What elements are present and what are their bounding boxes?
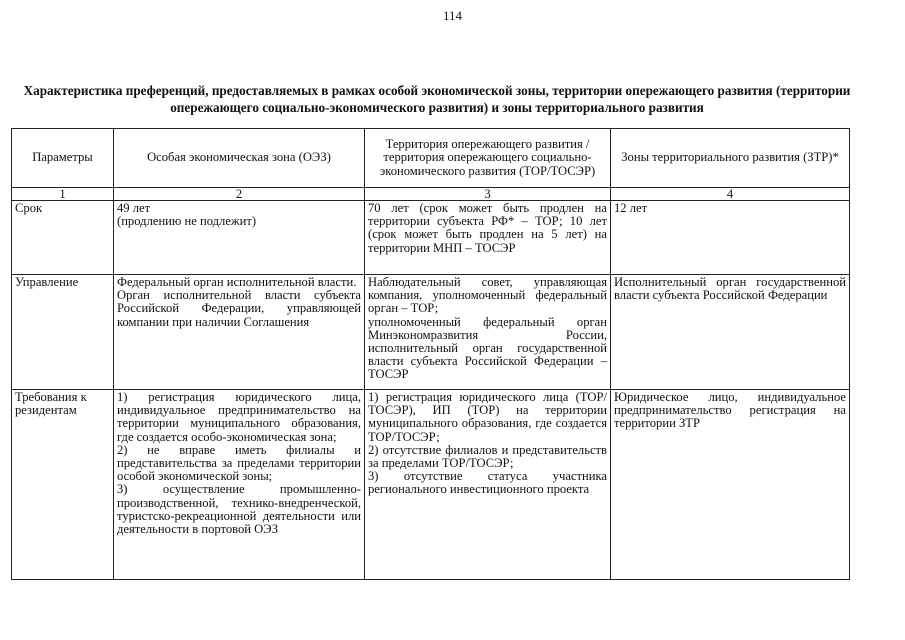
cell-oez: 49 лет (продлению не подлежит) [114,201,365,275]
cell-tor: Наблюдательный совет, управляющая компания, уполномоченный федеральный орган – ТОР; уполномоченный федеральный орган Минэкономразвития России, исполнительный орган государственной власти субъекта Российской Федерации – ТОСЭР [365,275,611,390]
header-ztr: Зоны территориального развития (ЗТР)* [611,129,850,188]
document-title: Характеристика преференций, предоставляемых в рамках особой экономической зоны, территории опережающего развития (территории опережающего социально-экономического развития) и зоны территориального развития [23,83,851,115]
row-parameter: Срок [12,201,114,275]
cell-tor: 1) регистрация юридического лица (ТОР/ТОСЭР), ИП (ТОР) на территории муниципального образования, где создается ТОР/ТОСЭР; 2) отсутствие филиалов и представительств за пределами ТОР/ТОСЭР; 3) отсутствие статуса участника регионального инвестиционного проекта [365,390,611,580]
cell-tor: 70 лет (срок может быть продлен на территории субъекта РФ* – ТОР; 10 лет (срок может быть продлен на 5 лет) на территории МНП – ТОСЭР [365,201,611,275]
page-number: 114 [442,8,463,23]
cell-oez: 1) регистрация юридического лица, индивидуальное предпринимательство на территории муниципального образования, где создается особо-экономическая зона; 2) не вправе иметь филиалы и представительства за пределами территории особой экономической зоны; 3) осуществление промышленно-производственной, технико-внедренческой, туристско-рекреационной деятельности или деятельности в портовой ОЭЗ [114,390,365,580]
table-row [12,275,850,390]
row-parameter: Управление [12,275,114,390]
preferences-table [11,128,850,580]
header-oez: Особая экономическая зона (ОЭЗ) [114,129,365,188]
table-row [12,390,850,580]
column-number: 4 [611,188,850,201]
row-parameter: Требования к резидентам [12,390,114,580]
cell-oez: Федеральный орган исполнительной власти. Орган исполнительной власти субъекта Российской Федерации, управляющей компании при наличии Соглашения [114,275,365,390]
cell-ztr: Юридическое лицо, индивидуальное предпринимательство регистрация на территории ЗТР [611,390,850,580]
column-number: 2 [114,188,365,201]
header-parameters: Параметры [12,129,114,188]
column-number-row [12,188,850,201]
column-number: 1 [12,188,114,201]
table-header-row [12,129,850,188]
cell-ztr: Исполнительный орган государственной власти субъекта Российской Федерации [611,275,850,390]
header-tor: Территория опережающего развития / территория опережающего социально-экономического развития (ТОР/ТОСЭР) [365,129,611,188]
table-row [12,201,850,275]
cell-ztr: 12 лет [611,201,850,275]
column-number: 3 [365,188,611,201]
